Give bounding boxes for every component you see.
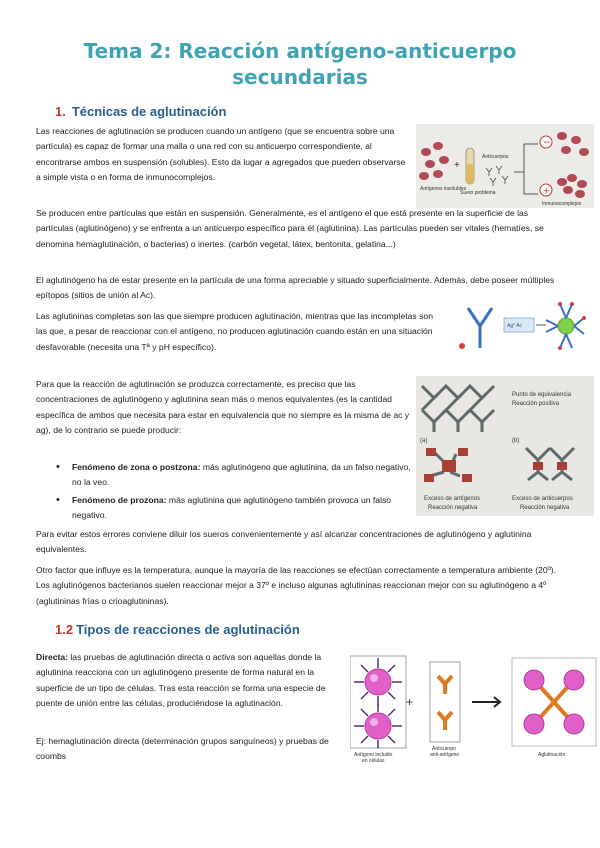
- figure-1-plus-result: +: [542, 186, 551, 197]
- figure-4-cells-label-1: Antígeno incluido: [354, 752, 393, 758]
- figure-4-ab-label-2: anti-antígeno: [430, 752, 460, 758]
- paragraph-4: Las aglutininas completas son las que siempre producen aglutinación, mientras que las incompletas son las que, a pesar de reaccionar con el antígeno, no producen aglutinación cuando están en una situación desfavorable (necesita una Tª y pH específico).: [36, 311, 433, 352]
- direct-text: las pruebas de aglutinación directa o activa son aquellas donde la aglutinina reacciona con un aglutinógeno presente de forma natural en la superficie de un tipo de células. Tras esta reacción se forma una especie de puente de unión entre las células, produciéndose la aglutinación.: [36, 652, 326, 708]
- antibody-complex-icon: [546, 302, 586, 350]
- section-2-number: 1.2: [55, 622, 74, 637]
- bullet-1-text: más aglutinógeno que aglutinina, da un falso negativo, no la veo.: [72, 462, 411, 488]
- section-1-number: 1.: [55, 104, 66, 119]
- figure-3-right-label-1: Exceso de anticuerpos: [512, 496, 573, 502]
- arrow-right-icon: [472, 697, 500, 707]
- figure-4-plus: +: [406, 695, 414, 709]
- figure-3-right-label-2: Reacción negativa: [520, 505, 570, 511]
- list-item: [72, 493, 412, 524]
- paragraph-6: Para evitar estos errores conviene diluir los sueros convenientemente y así alcanzar concentraciones de aglutinógeno y aglutinina equivalentes.: [36, 529, 532, 555]
- paragraph-2: Se producen entre partículas que están en suspensión. Generalmente, es el antígeno el que está presente en la superficie de las partículas (aglutinógeno) y se enfrenta a un anticuerpo específico para él (aglutinina). Las partículas pueden ser vitales (hematíes, se denomina hemaglutinación, o bacterias) o inertes. (carbón vegetal, látex, bentonita, gelatina...): [36, 208, 544, 249]
- figure-4-result-label: Aglutinación: [538, 752, 566, 758]
- figure-1-serum-label: Suero problema: [460, 190, 496, 196]
- figure-3-eq-label-1: Punto de equivalencia: [512, 392, 572, 398]
- antibody-icon: [468, 308, 492, 348]
- bullet-1-term: Fenómeno de zona o postzona:: [72, 462, 201, 472]
- example-paragraph: Ej: hemaglutinación directa (determinación grupos sanguíneos) y pruebas de coombs: [36, 736, 329, 762]
- antigen-dot-icon: [459, 343, 465, 349]
- figure-antibody-antigen-binding: [456, 296, 586, 358]
- title-line-2: secundarias: [232, 65, 368, 89]
- antibody-icon: [438, 676, 452, 730]
- section-1-heading: [55, 104, 226, 119]
- paragraph-1: Las reacciones de aglutinación se producen cuando un antígeno (que se encuentra sobre una partícula) es capaz de formar una malla o una red con su anticuerpo correspondiente, al encontrarse ambos en suspensión (solubles). Esto da lugar a agregados que pueden observarse a simple vista o en forma de inmunocomplejos.: [36, 126, 406, 182]
- figure-1-antibody-label: Anticuerpos: [482, 154, 509, 160]
- figure-4-cells-label-2: en células: [362, 758, 385, 764]
- section-2-heading: [55, 622, 300, 637]
- cell-icon: [354, 658, 402, 706]
- figure-3-left-label-1: Exceso de antígenos: [424, 496, 481, 502]
- figure-1-background: [416, 124, 594, 208]
- figure-1-plus: +: [454, 160, 460, 171]
- figure-3-left-label-2: Reacción negativa: [428, 505, 478, 511]
- title-line-1: Tema 2: Reacción antígeno-anticuerpo: [83, 39, 517, 63]
- bullet-2-term: Fenómeno de prozona:: [72, 494, 167, 505]
- figure-3-eq-label-2: Reacción positiva: [512, 401, 560, 407]
- section-2-title: Tipos de reacciones de aglutinación: [76, 622, 300, 637]
- cell-icon: [354, 704, 402, 748]
- figure-3-a-label: (a): [420, 438, 428, 444]
- figure-1-minus: −: [543, 138, 551, 148]
- page-title: [0, 38, 600, 90]
- figure-agglutination-reaction: [416, 124, 594, 208]
- agglutinated-cells: [524, 670, 584, 734]
- figure-3-b-label: (b): [512, 438, 520, 444]
- direct-agglutination-paragraph: [36, 650, 344, 711]
- bullet-2-text: más aglutinina que aglutinógeno también provoca un falso negativo.: [72, 494, 392, 520]
- figure-1-complex-label: Inmunocomplejos: [542, 201, 582, 207]
- figure-equivalence-zones: [416, 376, 594, 516]
- section-1-title: Técnicas de aglutinación: [71, 104, 227, 119]
- list-item: [72, 460, 412, 491]
- direct-term: Directa:: [36, 652, 68, 662]
- figure-1-antigen-label: Antígenos insolubles: [420, 186, 467, 192]
- serum-tube: [466, 148, 474, 184]
- paragraph-7: Otro factor que influye es la temperatura, aunque la mayoría de las reacciones se efectúan correctamente a temperatura ambiente (20º). Los aglutinógenos bacterianos suelen reaccionar mejor a 37º e incluso algunas aglutininas reaccionan mejor con su aglutinógeno a 4º (aglutininas frías o crioaglutininas).: [36, 565, 556, 606]
- figure-4-ab-label-1: Anticuerpo: [432, 746, 456, 752]
- phenomena-list: [72, 460, 412, 525]
- paragraph-5: Para que la reacción de aglutinación se produzca correctamente, es preciso que las concentraciones de aglutinógeno y aglutinina sean más o menos equivalentes (es la cantidad específica de ambos que necesita para estar en equivalencia que no siempre es la misma de ac y ag), de lo contrario se puede producir:: [36, 379, 410, 435]
- paragraph-3: El aglutinógeno ha de estar presente en la partícula de una forma apreciable y situado superficialmente. Además, debe poseer múltiples epítopos (sitios de unión al Ac).: [36, 275, 555, 301]
- reaction-box-label: Ag* Ac: [507, 323, 523, 329]
- figure-direct-agglutination: [350, 652, 598, 764]
